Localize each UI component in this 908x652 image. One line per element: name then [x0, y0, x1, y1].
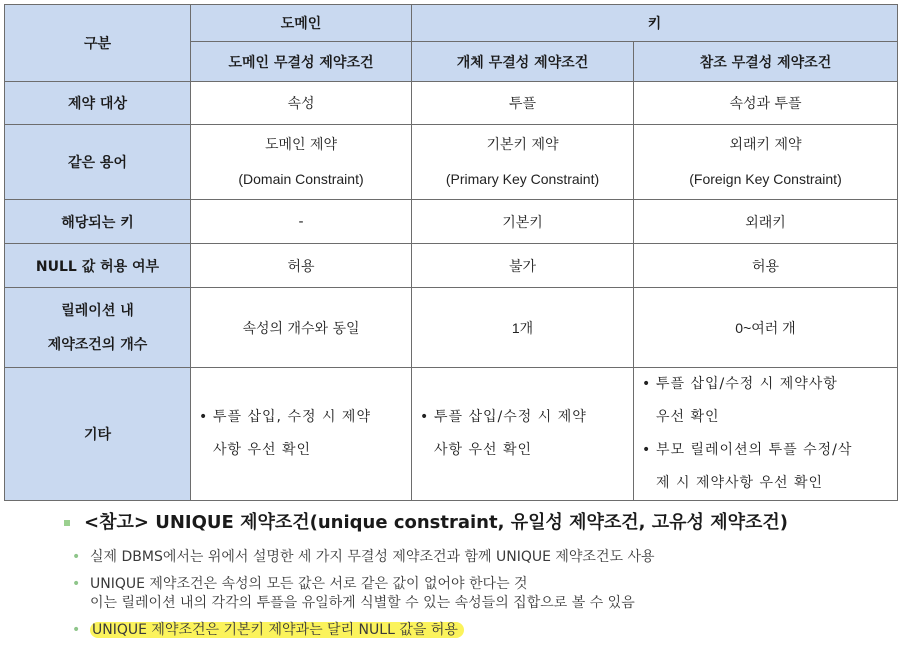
list-item-line: UNIQUE 제약조건은 속성의 모든 값은 서로 같은 값이 없어야 한다는 것 — [90, 576, 528, 592]
cell-entity: 기본키 — [412, 200, 634, 244]
square-bullet-icon — [64, 520, 70, 526]
row-label-line: 릴레이션 내 — [61, 302, 134, 319]
list-item-line: 실제 DBMS에서는 위에서 설명한 세 가지 무결성 제약조건과 함께 UNIQUE 제약조건도 사용 — [90, 549, 655, 565]
table-row — [5, 368, 898, 501]
list-item-line: 투플 삽입/수정 시 제약사항 — [656, 376, 838, 392]
cell-referential — [634, 125, 898, 200]
cell-referential: 0~여러 개 — [634, 288, 898, 368]
cell-text-en: (Foreign Key Constraint) — [689, 171, 842, 187]
list-item — [62, 548, 898, 567]
cell-referential: 외래키 — [634, 200, 898, 244]
table-row — [5, 125, 898, 200]
list-item — [62, 575, 898, 613]
list-item-line: 이는 릴레이션 내의 각각의 투플을 유일하게 식별할 수 있는 속성들의 집합으로 볼 수 있음 — [90, 595, 635, 611]
cell-text: 도메인 제약 — [264, 137, 338, 153]
list-item — [638, 368, 893, 434]
list-item-line: 투플 삽입, 수정 시 제약 — [213, 409, 371, 425]
bullet-list — [195, 401, 407, 467]
bullet-icon: • — [642, 376, 652, 392]
cell-entity: 투플 — [412, 82, 634, 125]
cell-domain: - — [191, 200, 412, 244]
bullet-icon: • — [642, 442, 652, 458]
list-item — [638, 434, 893, 500]
cell-domain — [191, 125, 412, 200]
row-label: 제약 대상 — [5, 82, 191, 125]
list-item-line: 부모 릴레이션의 투플 수정/삭 — [656, 442, 853, 458]
table-row — [5, 244, 898, 288]
table-row — [5, 82, 898, 125]
header-referential-integrity: 참조 무결성 제약조건 — [634, 42, 898, 82]
bullet-icon: • — [72, 576, 81, 592]
bullet-list — [416, 401, 629, 467]
list-item-line: 사항 우선 확인 — [213, 442, 312, 458]
row-label: 같은 용어 — [5, 125, 191, 200]
list-item — [62, 621, 898, 640]
table-row — [5, 288, 898, 368]
comparison-table — [4, 4, 898, 501]
header-category: 구분 — [5, 5, 191, 82]
note-title-text: <참고> UNIQUE 제약조건(unique constraint, 유일성 제약조건, 고유성 제약조건) — [84, 512, 788, 533]
cell-domain: 속성의 개수와 동일 — [191, 288, 412, 368]
cell-entity — [412, 368, 634, 501]
cell-entity: 불가 — [412, 244, 634, 288]
cell-text-en: (Domain Constraint) — [238, 171, 364, 187]
cell-entity: 1개 — [412, 288, 634, 368]
bullet-icon: • — [72, 622, 81, 638]
row-label — [5, 288, 191, 368]
cell-referential: 허용 — [634, 244, 898, 288]
cell-text: 기본키 제약 — [486, 137, 559, 153]
row-label: 기타 — [5, 368, 191, 501]
list-item-line: 사항 우선 확인 — [434, 442, 533, 458]
header-key-group: 키 — [412, 5, 898, 42]
bullet-icon: • — [72, 549, 81, 565]
list-item-line: 우선 확인 — [656, 409, 720, 425]
bullet-icon: • — [420, 409, 430, 425]
row-label-line: 제약조건의 개수 — [47, 336, 148, 353]
cell-domain — [191, 368, 412, 501]
list-item-line: 제 시 제약사항 우선 확인 — [656, 475, 824, 491]
list-item-line: 투플 삽입/수정 시 제약 — [434, 409, 587, 425]
cell-referential: 속성과 투플 — [634, 82, 898, 125]
cell-entity — [412, 125, 634, 200]
bullet-icon: • — [199, 409, 209, 425]
note-title — [62, 508, 898, 538]
row-label: NULL 값 허용 여부 — [5, 244, 191, 288]
reference-note — [62, 508, 898, 648]
list-item — [416, 401, 629, 467]
cell-text: 외래키 제약 — [729, 137, 802, 153]
cell-domain: 속성 — [191, 82, 412, 125]
list-item — [195, 401, 407, 467]
note-list — [62, 548, 898, 640]
highlighted-text: UNIQUE 제약조건은 기본키 제약과는 달리 NULL 값을 허용 — [90, 622, 464, 638]
cell-text-en: (Primary Key Constraint) — [445, 171, 600, 187]
cell-referential — [634, 368, 898, 501]
bullet-list — [638, 368, 893, 500]
header-entity-integrity: 개체 무결성 제약조건 — [412, 42, 634, 82]
row-label: 해당되는 키 — [5, 200, 191, 244]
header-domain-group: 도메인 — [191, 5, 412, 42]
header-domain-integrity: 도메인 무결성 제약조건 — [191, 42, 412, 82]
cell-domain: 허용 — [191, 244, 412, 288]
table-row — [5, 200, 898, 244]
